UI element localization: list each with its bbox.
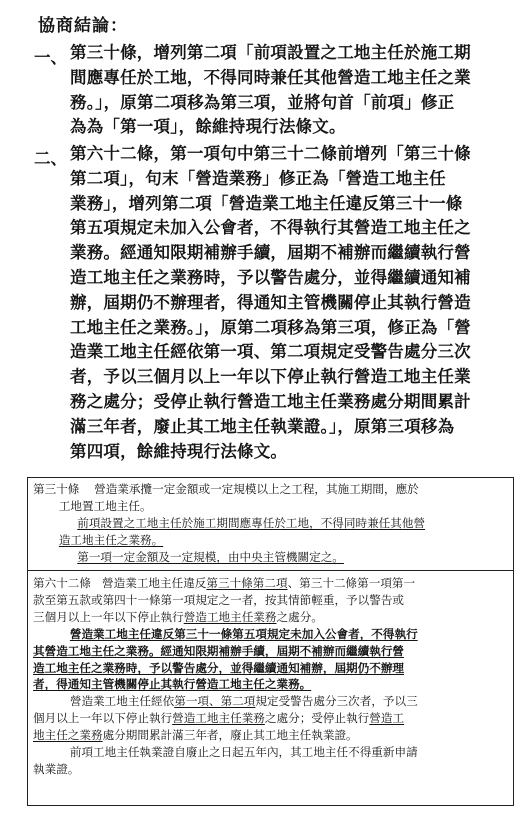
amended-text: 造工地主任之業務。 (58, 532, 164, 547)
amended-text: 前項設置之工地主任於施工期間應專任於工地，不得同時兼任其他營 (77, 515, 426, 530)
item-2-line: 務之處分；受停止執行營造工地主任業務處分期間累計 (70, 391, 471, 411)
item-1-line: 為為「第一項」，餘維持現行法條文。 (70, 117, 346, 137)
amended-text: 營造工 (369, 711, 405, 726)
amended-text: 造工地主任之業務時，予以警告處分，並得繼續通知補辦，屆期仍不辦理 (33, 660, 405, 675)
amended-text: 第三十條第二項 (206, 576, 288, 590)
item-2-line: 造業工地主任經依第一項、第二項規定受警告處分三次 (70, 342, 471, 362)
article-62-line (33, 643, 509, 660)
amended-text: 地主任之業務 (33, 728, 103, 743)
article-62-line: 個月以上一年以下停止執行營造工地主任業務之處分；受停止執行營造工 (33, 711, 405, 726)
law-text-table (27, 477, 514, 806)
item-1-line: 第三十條，增列第二項「前項設置之工地主任於施工期 (70, 43, 471, 62)
item-2-line: 第二項」，句末「營造業務」修正為「營造工地主任 (70, 168, 446, 188)
item-1-text (70, 41, 510, 140)
amended-text: 營造工地主任業務 (172, 711, 265, 726)
table-divider (28, 570, 513, 571)
article-62-line: 執業證。 (33, 761, 80, 776)
amended-text: 第一項、第二項 (174, 694, 256, 709)
item-2-line: 滿三年者，廢止其工地主任執業證。」，原第三項移為 (70, 416, 455, 436)
article-30-line (33, 549, 509, 566)
item-2-line: 業務」，增列第二項「營造業工地主任違反第三十一條 (70, 193, 463, 213)
item-1-line: 間應專任於工地，不得同時兼任其他營造工地主任之業 (70, 67, 471, 87)
amended-text: 第一項一定金額及一定規模，由中央主管機關定之。 (77, 549, 344, 564)
item-2-line: 辦，屆期仍不辦理者，得通知主管機關停止其執行營造 (70, 292, 471, 312)
article-62-cell (33, 575, 509, 778)
amended-text: 其營造工地主任之業務 (33, 643, 149, 658)
article-30-cell (33, 481, 509, 566)
article-62-line (33, 676, 509, 693)
item-2-text (70, 142, 510, 464)
article-30-line (33, 532, 509, 549)
amended-text: 營造工地主任業務 (183, 609, 277, 624)
item-2-line: 造工地主任之業務時，予以警告處分，並得繼續通知補 (70, 267, 471, 287)
article-62-label: 第六十二條 (33, 576, 91, 590)
article-62-line (33, 626, 509, 643)
article-30-label: 第三十條 (33, 482, 80, 496)
article-30-line: 工地置工地主任。 (58, 498, 152, 513)
article-30-line (33, 515, 509, 532)
article-30-line: 第三十條 營造業承攬一定金額或一定規模以上之工程，其施工期間，應於 (33, 482, 419, 496)
item-2-line: 業務。經通知限期補辦手續，屆期不補辦而繼續執行營 (70, 243, 471, 263)
article-62-line: 地主任之業務處分期間累計滿三年者，廢止其工地主任執業證。 (33, 728, 358, 743)
item-2-line: 工地主任之業務。」，原第二項移為第三項，修正為「營 (70, 317, 471, 337)
article-62-line: 營造業工地主任經依第一項、第二項規定受警告處分三次者，予以三 (69, 694, 418, 709)
amended-text: 營造業工地主任違反第三十一條第五項規定未加入公會者，不得執行 (69, 626, 418, 641)
article-62-line: 款至第五款或第四十一條第一項規定之一者，按其情節輕重，予以警告或 (33, 592, 405, 607)
item-2-line: 第五項規定未加入公會者，不得執行其營造工地主任之 (70, 218, 471, 238)
article-62-line: 第六十二條 營造業工地主任違反第三十條第二項、第三十二條第一項第一 (33, 576, 416, 590)
article-62-line: 前項工地主任執業證自廢止之日起五年內，其工地主任不得重新申請 (69, 745, 418, 760)
conclusion-heading: 協商結論： (38, 16, 128, 36)
amended-text: 。經通知限期補辦手續，屆期不補辦而繼續執行營 (148, 643, 405, 658)
item-2-line: 第六十二條，第一項句中第三十二條前增列「第三十條 (70, 144, 471, 163)
article-62-line (33, 660, 509, 677)
item-1-line: 務。」，原第二項移為第三項，並將句首「前項」修正 (70, 92, 455, 112)
item-2-line: 者，予以三個月以上一年以下停止執行營造工地主任業 (70, 367, 471, 387)
item-1-number: 一、 (34, 48, 67, 67)
item-2-number: 二、 (34, 149, 67, 168)
amended-text: 者，得通知主管機關停止其執行營造工地主任之業務。 (33, 677, 312, 692)
article-62-line: 三個月以上一年以下停止執行營造工地主任業務之處分。 (33, 609, 323, 624)
item-2-line: 第四項，餘維持現行法條文。 (70, 441, 288, 461)
